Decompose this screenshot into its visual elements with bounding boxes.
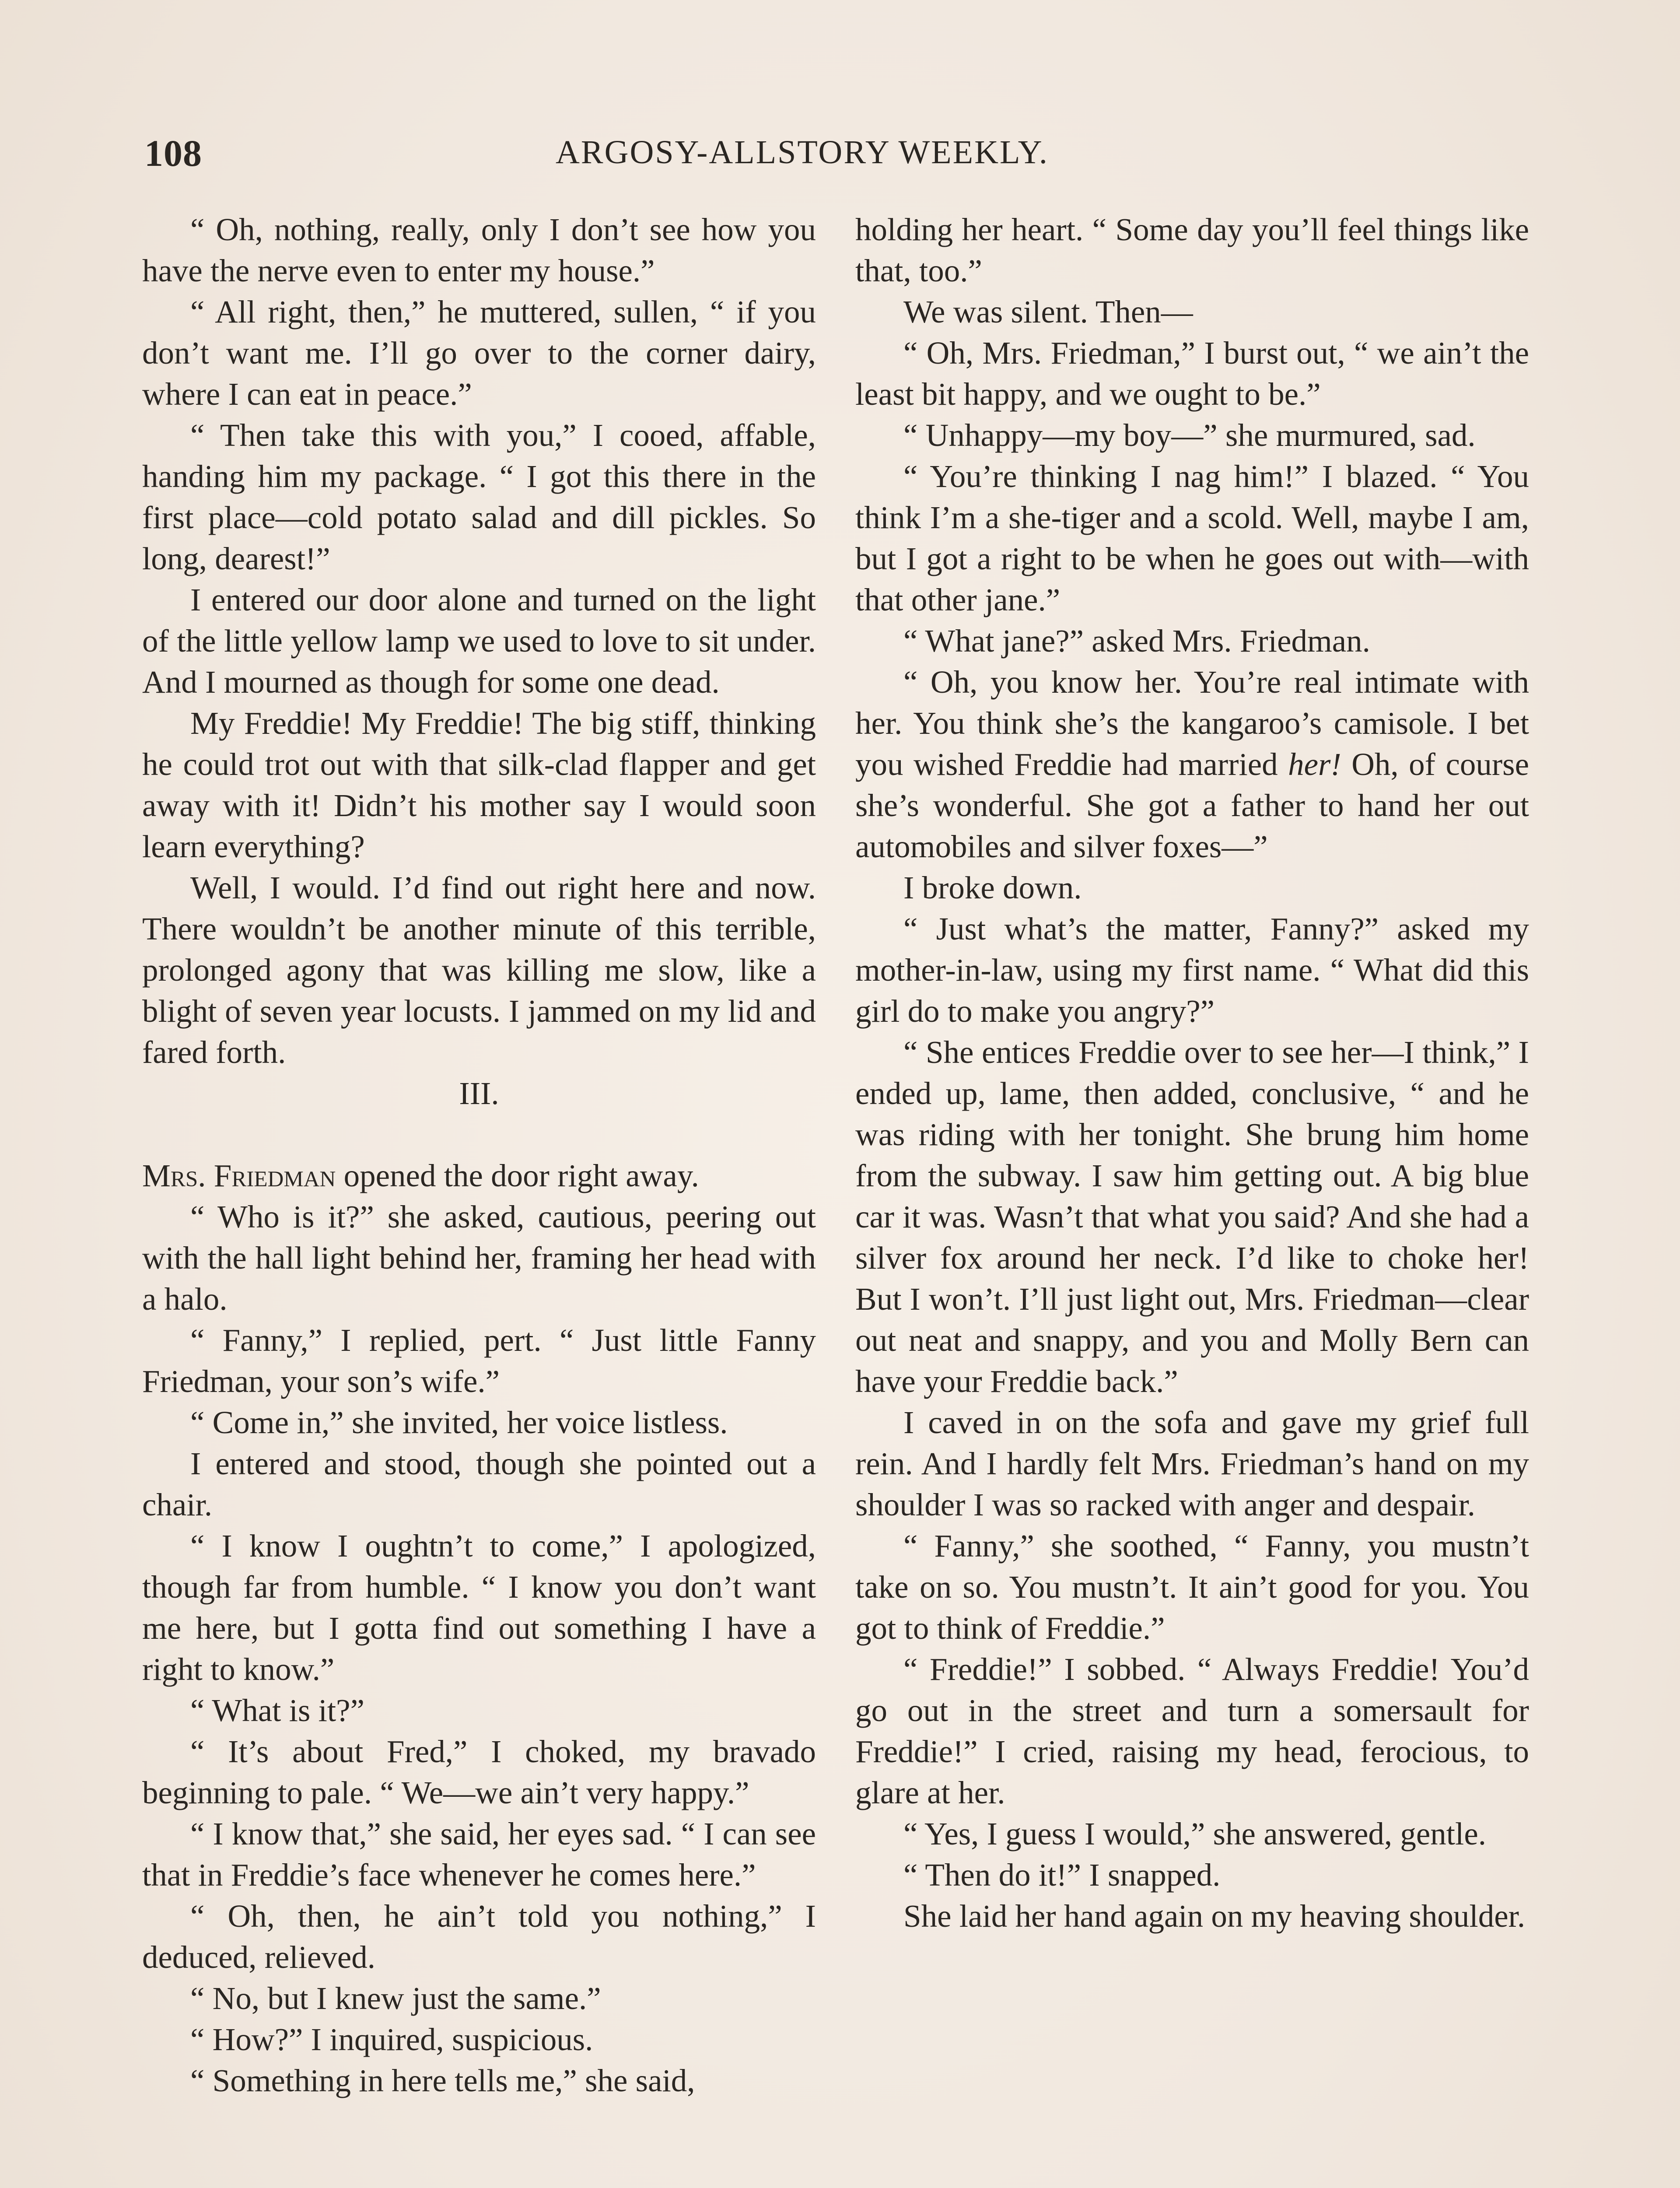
paragraph: “ Then take this with you,” I cooed, affable, handing him my package. “ I got this there in the first place—cold potato salad and dill pickles. So long, dearest!”: [142, 417, 816, 576]
paragraph: “ Oh, Mrs. Friedman,” I burst out, “ we ain’t the least bit happy, and we ought to be.”: [855, 335, 1529, 412]
paragraph: “ Unhappy—my boy—” she murmured, sad.: [903, 417, 1476, 453]
paragraph: “ I know that,” she said, her eyes sad. “ I can see that in Freddie’s face whenever he comes here.”: [142, 1816, 816, 1893]
paragraph: I entered our door alone and turned on the light of the little yellow lamp we used to love to sit under. And I mourned as though for some one dead.: [142, 582, 816, 700]
right-column: [855, 209, 1529, 1937]
paragraph: “ Fanny,” she soothed, “ Fanny, you mustn’t take on so. You mustn’t. It ain’t good for you. You got to think of Freddie.”: [855, 1528, 1529, 1646]
paragraph: She laid her hand again on my heaving shoulder.: [903, 1898, 1526, 1934]
paragraph-text: “ Oh, you know her. You’re real intimate with her. You think she’s the kangaroo’s camisole. I bet you wished Freddie had married: [855, 664, 1529, 782]
page-number: 108: [144, 132, 202, 174]
paragraph: “ She entices Freddie over to see her—I think,” I ended up, lame, then added, conclusive, “ and he was riding with her tonight. She brung him home from the subway. I saw him getting out. A big blue car it was. Wasn’t that what you said? And she had a silver fox around her neck. I’d like to choke her! But I won’t. I’ll just light out, Mrs. Friedman—clear out neat and snappy, and you and Molly Bern can have your Freddie back.”: [855, 1034, 1529, 1399]
paragraph: holding her heart. “ Some day you’ll feel things like that, too.”: [855, 212, 1529, 288]
paragraph: “ Who is it?” she asked, cautious, peering out with the hall light behind her, framing her head with a halo.: [142, 1199, 816, 1317]
paragraph: “ Freddie!” I sobbed. “ Always Freddie! You’d go out in the street and turn a somersault for Freddie!” I cried, raising my head, ferocious, to glare at her.: [855, 1652, 1529, 1810]
paragraph-text: opened the door right away.: [336, 1158, 699, 1193]
paragraph: “ Oh, nothing, really, only I don’t see how you have the nerve even to enter my house.”: [142, 212, 816, 288]
paragraph: “ Come in,” she invited, her voice listless.: [190, 1405, 728, 1440]
paragraph: “ No, but I knew just the same.”: [190, 1981, 601, 2016]
small-caps-name: Mrs. Friedman: [142, 1158, 336, 1193]
paragraph: “ Something in here tells me,” she said,: [190, 2063, 695, 2098]
paragraph: We was silent. Then—: [903, 294, 1193, 330]
paragraph: “ I know I oughtn’t to come,” I apologized, though far from humble. “ I know you don’t want me here, but I gotta find out something I have a right to know.”: [142, 1528, 816, 1687]
paragraph: “ Then do it!” I snapped.: [903, 1857, 1221, 1893]
paragraph: Well, I would. I’d find out right here and now. There wouldn’t be another minute of this terrible, prolonged agony that was killing me slow, like a blight of seven year locusts. I jammed on my lid and fared forth.: [142, 870, 816, 1070]
paragraph: “ It’s about Fred,” I choked, my bravado beginning to pale. “ We—we ain’t very happy.”: [142, 1734, 816, 1810]
paragraph: “ Oh, then, he ain’t told you nothing,” I deduced, relieved.: [142, 1898, 816, 1975]
paragraph: “ Just what’s the matter, Fanny?” asked my mother-in-law, using my first name. “ What did this girl do to make you angry?”: [855, 911, 1529, 1029]
paragraph: [855, 662, 1529, 867]
paragraph: [142, 1155, 816, 1196]
running-head: ARGOSY-ALLSTORY WEEKLY.: [556, 134, 1049, 171]
paragraph-text: Oh, of course she’s wonderful. She got a father to hand her out automobiles and silver foxes—”: [855, 747, 1529, 864]
paragraph: “ How?” I inquired, suspicious.: [190, 2022, 593, 2057]
paragraph: “ All right, then,” he muttered, sullen, “ if you don’t want me. I’ll go over to the corner dairy, where I can eat in peace.”: [142, 294, 816, 412]
left-column: [142, 209, 816, 2101]
paragraph: My Freddie! My Freddie! The big stiff, thinking he could trot out with that silk-clad flapper and get away with it! Didn’t his mother say I would soon learn everything?: [142, 705, 816, 864]
paragraph: I entered and stood, though she pointed out a chair.: [142, 1446, 816, 1522]
paragraph: “ You’re thinking I nag him!” I blazed. “ You think I’m a she-tiger and a scold. Well, maybe I am, but I got a right to be when he goes out with—with that other jane.”: [855, 459, 1529, 617]
paragraph: I caved in on the sofa and gave my grief full rein. And I hardly felt Mrs. Friedman’s hand on my shoulder I was so racked with anger and despair.: [855, 1405, 1529, 1522]
paragraph: “ What is it?”: [190, 1693, 364, 1728]
paragraph: “ Yes, I guess I would,” she answered, gentle.: [903, 1816, 1486, 1851]
section-heading: III.: [459, 1076, 499, 1111]
italic-emphasis: her!: [1288, 747, 1341, 782]
paragraph: I broke down.: [903, 870, 1082, 905]
paragraph: “ Fanny,” I replied, pert. “ Just little Fanny Friedman, your son’s wife.”: [142, 1322, 816, 1399]
paragraph: “ What jane?” asked Mrs. Friedman.: [903, 623, 1370, 659]
